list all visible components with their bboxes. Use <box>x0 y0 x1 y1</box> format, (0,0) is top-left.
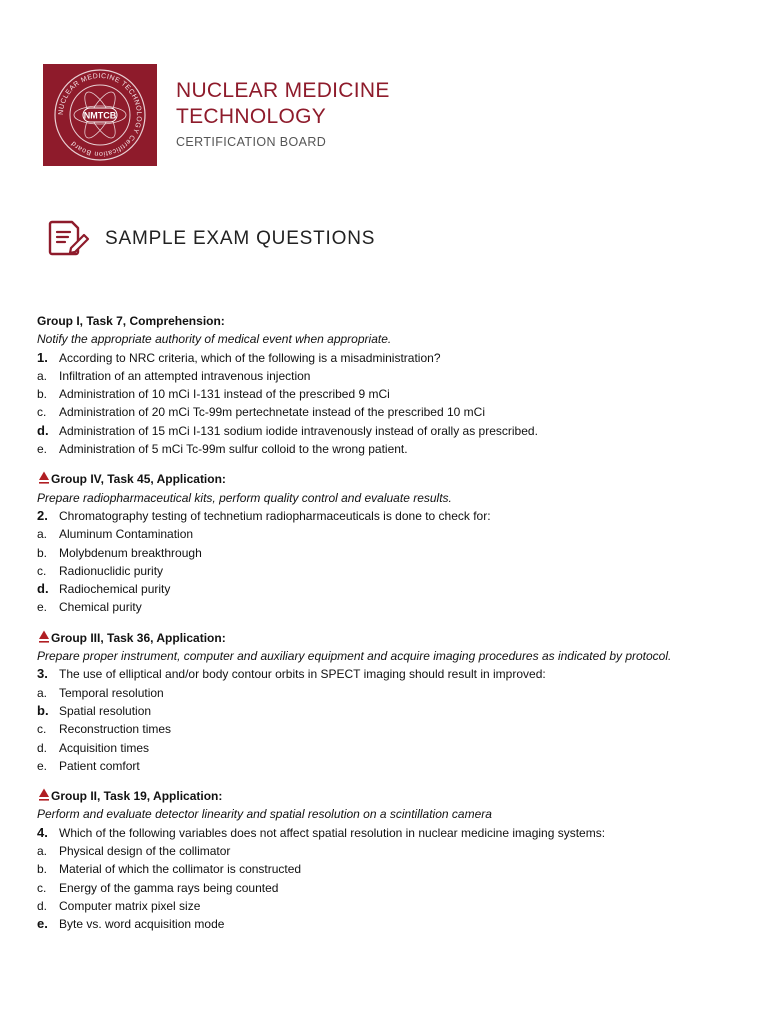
question-block <box>37 787 737 933</box>
exam-document-pen-icon <box>48 218 90 263</box>
option-letter: e. <box>37 916 48 932</box>
question-number: 4. <box>37 824 48 840</box>
answer-option <box>37 757 737 775</box>
question-stem <box>37 824 737 842</box>
nmtcb-seal-icon <box>43 64 157 166</box>
answer-option <box>37 684 737 702</box>
question-text: According to NRC criteria, which of the following is a misadministration? <box>59 350 441 365</box>
question-number: 3. <box>37 666 48 682</box>
question-stem <box>37 349 737 367</box>
group-label: Group II, Task 19, Application: <box>51 789 223 804</box>
option-letter: e. <box>37 442 48 457</box>
option-letter: d. <box>37 740 48 755</box>
question-number: 1. <box>37 349 48 365</box>
question-text: The use of elliptical and/or body contour orbits in SPECT imaging should result in improved: <box>59 667 546 682</box>
option-text: Spatial resolution <box>59 703 152 718</box>
option-text: Energy of the gamma rays being counted <box>59 880 279 895</box>
option-text: Chemical purity <box>59 600 142 615</box>
option-text: Radiochemical purity <box>59 582 171 597</box>
task-description: Prepare radiopharmaceutical kits, perform quality control and evaluate results. <box>37 490 452 505</box>
option-letter: d. <box>37 581 49 597</box>
question-block <box>37 470 737 616</box>
option-letter: e. <box>37 600 48 615</box>
answer-option <box>37 598 737 616</box>
warning-triangle-icon <box>37 471 51 484</box>
option-letter: c. <box>37 405 47 420</box>
group-label: Group I, Task 7, Comprehension: <box>37 314 225 328</box>
warning-triangle-icon <box>37 630 51 643</box>
question-number: 2. <box>37 507 48 523</box>
question-stem <box>37 507 737 525</box>
answer-option <box>37 367 737 385</box>
option-text: Byte vs. word acquisition mode <box>59 917 225 932</box>
question-list <box>37 312 737 946</box>
option-letter: b. <box>37 387 48 402</box>
answer-option <box>37 860 737 878</box>
answer-option <box>37 544 737 562</box>
option-text: Molybdenum breakthrough <box>59 545 202 560</box>
option-text: Aluminum Contamination <box>59 527 194 542</box>
option-letter: d. <box>37 422 49 438</box>
question-text: Chromatography testing of technetium radiopharmaceuticals is done to check for: <box>59 508 491 523</box>
answer-option <box>37 842 737 860</box>
org-title <box>176 78 390 130</box>
group-heading <box>37 787 737 805</box>
logo-text: NMTCB <box>83 110 117 121</box>
option-text: Physical design of the collimator <box>59 844 231 859</box>
task-description: Notify the appropriate authority of medical event when appropriate. <box>37 332 392 347</box>
option-letter: b. <box>37 862 48 877</box>
answer-option <box>37 897 737 915</box>
option-letter: b. <box>37 545 48 560</box>
org-subtitle: CERTIFICATION BOARD <box>176 135 327 149</box>
answer-option <box>37 720 737 738</box>
option-text: Infiltration of an attempted intravenous injection <box>59 368 311 383</box>
group-label: Group IV, Task 45, Application: <box>51 472 226 487</box>
answer-option <box>37 879 737 897</box>
task-description: Prepare proper instrument, computer and auxiliary equipment and acquire imaging procedures as indicated by protocol. <box>37 649 672 664</box>
answer-option <box>37 525 737 543</box>
question-stem <box>37 665 737 683</box>
option-letter: a. <box>37 685 48 700</box>
answer-option <box>37 580 737 598</box>
answer-option <box>37 739 737 757</box>
answer-option <box>37 422 737 440</box>
group-heading <box>37 470 737 488</box>
option-letter: c. <box>37 563 47 578</box>
question-block <box>37 629 737 775</box>
option-letter: e. <box>37 758 48 773</box>
option-letter: c. <box>37 722 47 737</box>
nmtcb-logo <box>43 64 157 166</box>
option-text: Patient comfort <box>59 758 140 773</box>
option-text: Administration of 15 mCi I-131 sodium iodide intravenously instead of orally as prescribed. <box>59 423 538 438</box>
option-text: Radionuclidic purity <box>59 563 164 578</box>
option-text: Administration of 5 mCi Tc-99m sulfur colloid to the wrong patient. <box>59 442 408 457</box>
answer-option <box>37 440 737 458</box>
option-letter: d. <box>37 898 48 913</box>
option-letter: c. <box>37 880 47 895</box>
warning-triangle-icon <box>37 788 51 801</box>
answer-option <box>37 562 737 580</box>
org-title-line2: TECHNOLOGY <box>176 105 327 128</box>
option-text: Computer matrix pixel size <box>59 898 201 913</box>
answer-option <box>37 702 737 720</box>
question-text: Which of the following variables does not affect spatial resolution in nuclear medicine imaging systems: <box>59 825 606 840</box>
option-text: Administration of 20 mCi Tc-99m pertechnetate instead of the prescribed 10 mCi <box>59 405 485 420</box>
option-text: Material of which the collimator is constructed <box>59 862 302 877</box>
question-block <box>37 312 737 458</box>
option-letter: a. <box>37 368 48 383</box>
option-text: Reconstruction times <box>59 722 172 737</box>
option-text: Temporal resolution <box>59 685 164 700</box>
logo-ring-text: NUCLEAR MEDICINE TECHNOLOGY Certification Board <box>57 72 143 158</box>
option-text: Acquisition times <box>59 740 150 755</box>
group-heading <box>37 312 737 330</box>
group-heading <box>37 629 737 647</box>
task-description: Perform and evaluate detector linearity and spatial resolution on a scintillation camera <box>37 807 492 822</box>
answer-option <box>37 403 737 421</box>
option-letter: a. <box>37 527 48 542</box>
option-letter: b. <box>37 702 49 718</box>
group-label: Group III, Task 36, Application: <box>51 630 226 645</box>
section-title: SAMPLE EXAM QUESTIONS <box>105 228 376 249</box>
org-title-line1: NUCLEAR MEDICINE <box>176 79 390 102</box>
answer-option <box>37 385 737 403</box>
answer-option <box>37 915 737 933</box>
option-letter: a. <box>37 844 48 859</box>
option-text: Administration of 10 mCi I-131 instead of the prescribed 9 mCi <box>59 387 390 402</box>
